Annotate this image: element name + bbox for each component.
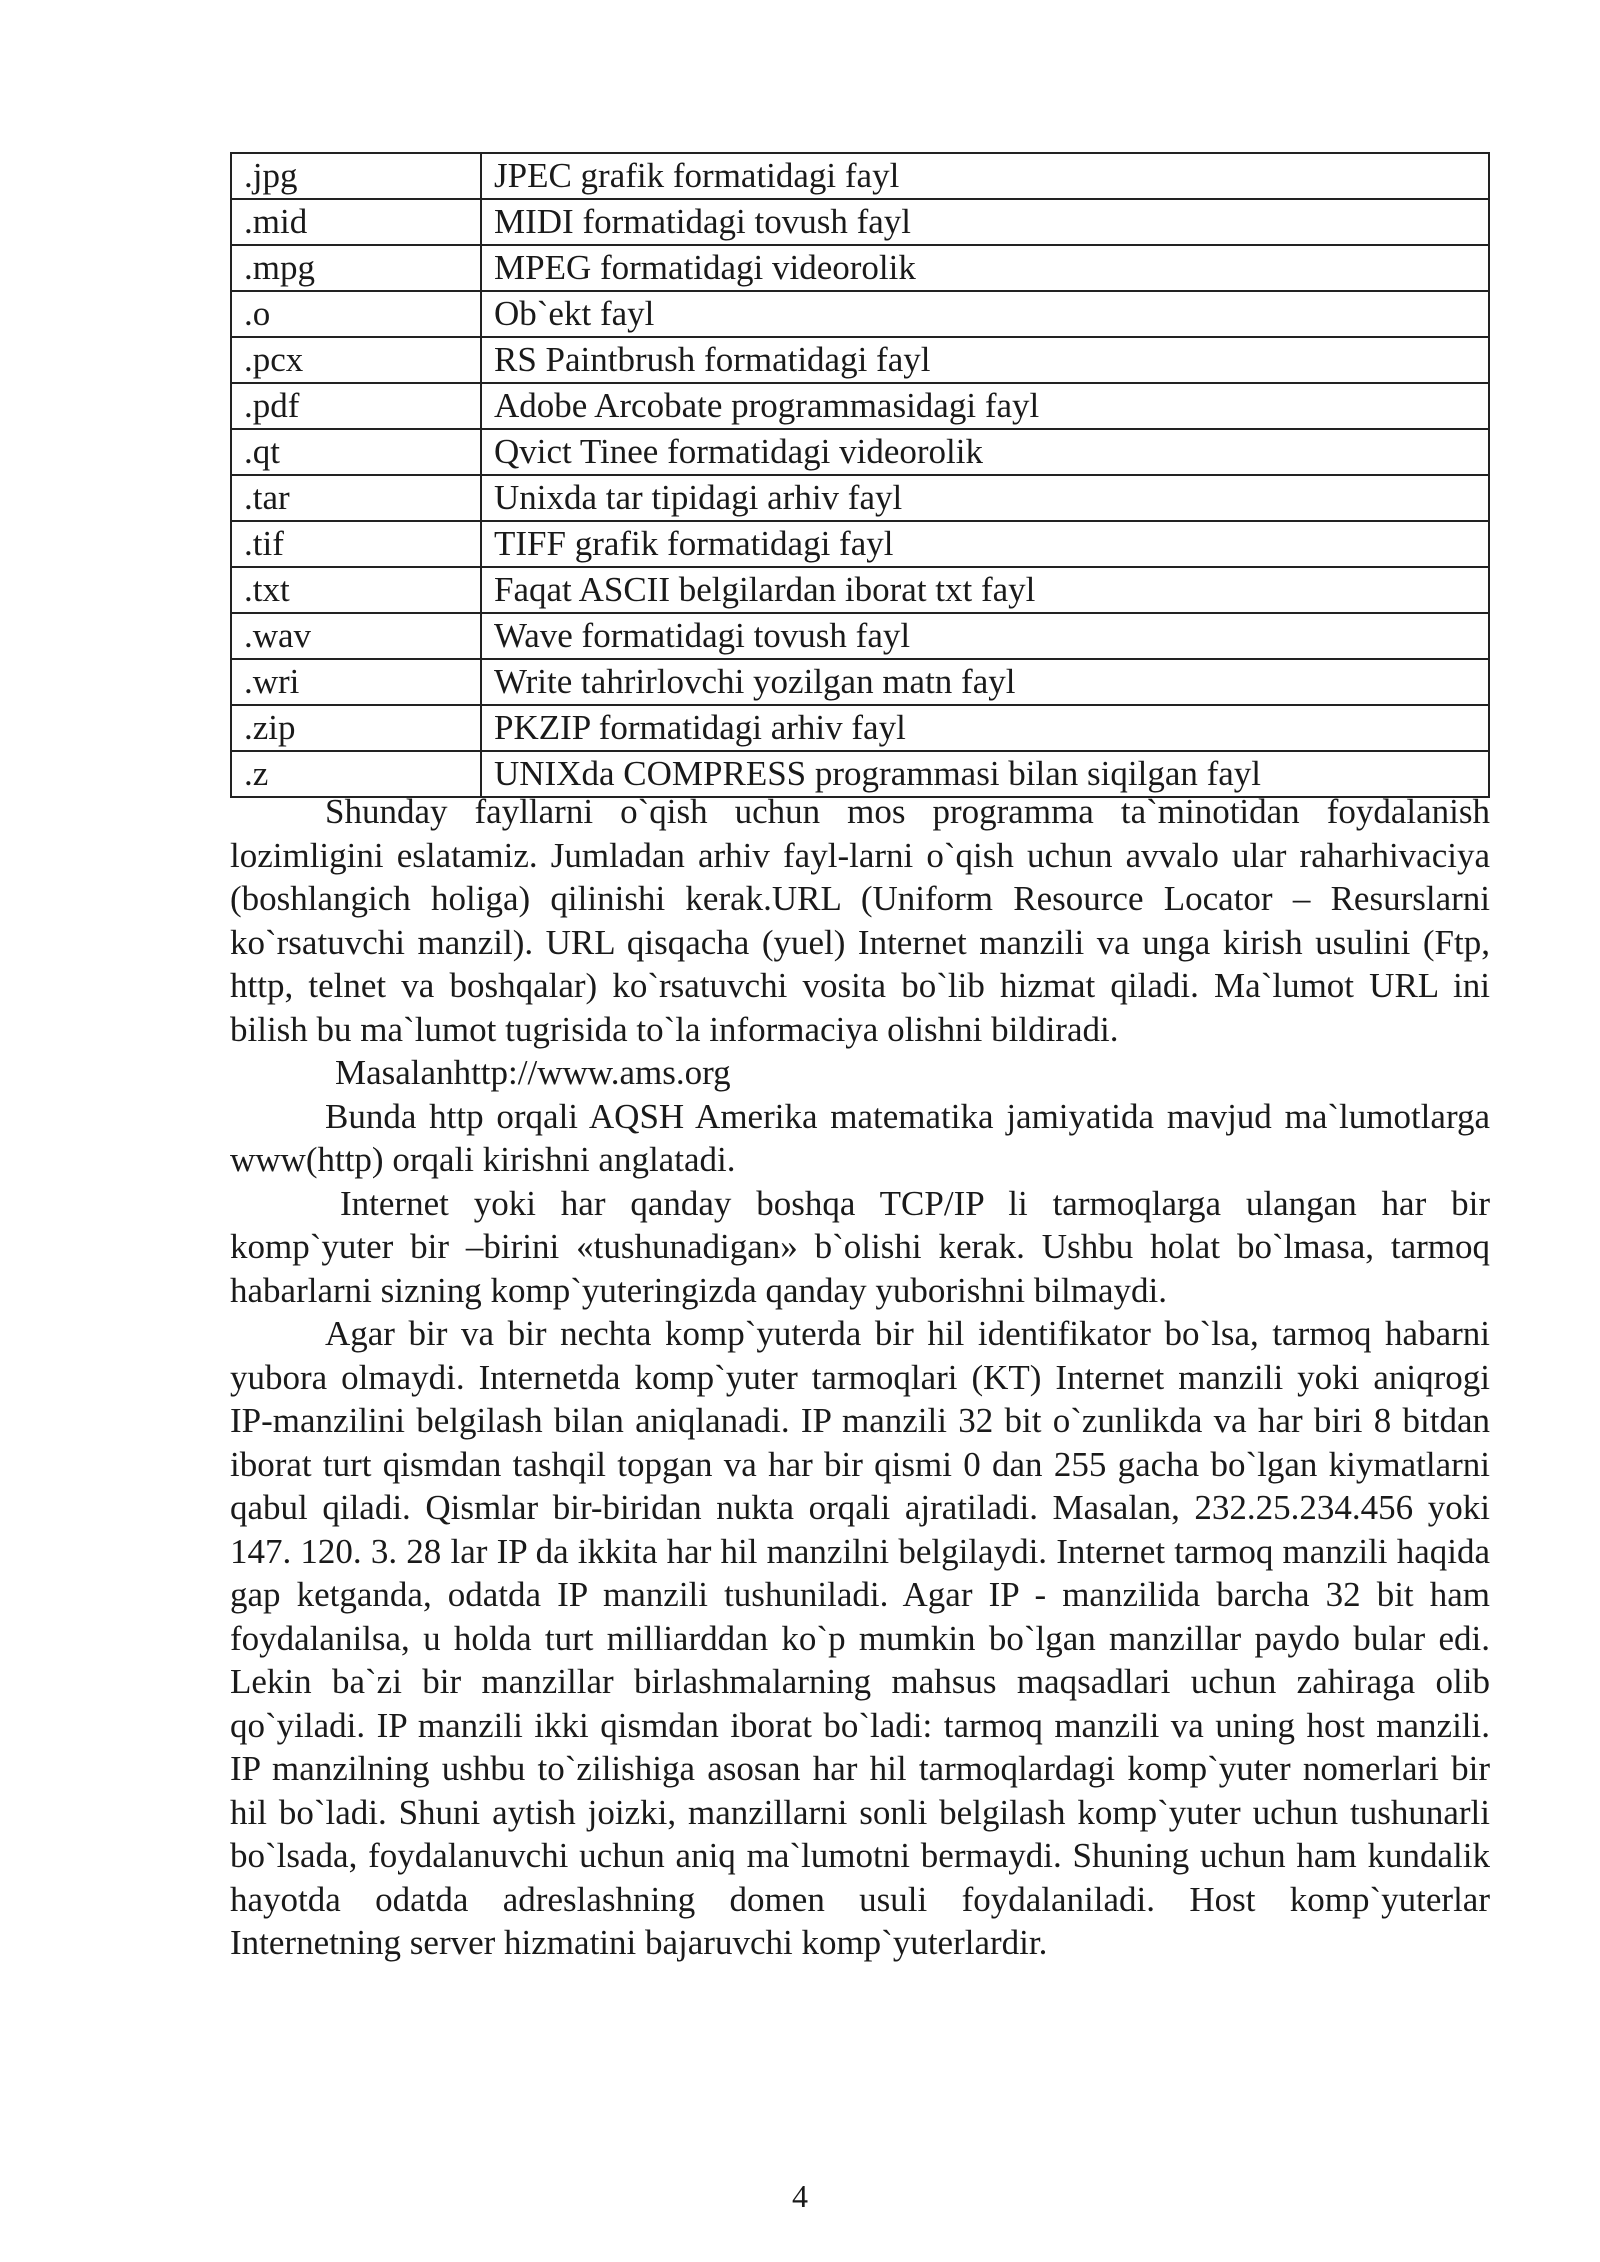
paragraph-file-reading: Shunday fayllarni o`qish uchun mos programma ta`minotidan foydalanish lozimligini eslatamiz. Jumladan arhiv fayl-larni o`qish uchun avvalo ular raharhivaciya (boshlangich holiga) qilinishi kerak.URL (Uniform Resource Locator – Resurslarni ko`rsatuvchi manzil). URL qisqacha (yuel) Internet manzili va unga kirish usulini (Ftp, http, telnet va boshqalar) ko`rsatuvchi vosita bo`lib hizmat qiladi. Ma`lumot URL ini bilish bu ma`lumot tugrisida to`la informaciya olishni bildiradi. [230, 792, 1490, 1049]
paragraph-http-explanation: Bunda http orqali AQSH Amerika matematika jamiyatida mavjud ma`lumotlarga www(http) orqali kirishni anglatadi. [230, 1096, 1490, 1179]
extension-cell: .wri [231, 659, 481, 705]
extension-cell: .mid [231, 199, 481, 245]
description-cell: Wave formatidagi tovush fayl [481, 613, 1489, 659]
file-extension-table [230, 152, 1490, 798]
table-row [231, 429, 1489, 475]
extension-cell: .o [231, 291, 481, 337]
description-cell: Adobe Arcobate programmasidagi fayl [481, 383, 1489, 429]
table-row [231, 245, 1489, 291]
extension-cell: .pdf [231, 383, 481, 429]
extension-cell: .zip [231, 705, 481, 751]
description-cell: UNIXda COMPRESS programmasi bilan siqilgan fayl [481, 751, 1489, 797]
description-cell: Write tahrirlovchi yozilgan matn fayl [481, 659, 1489, 705]
extension-cell: .mpg [231, 245, 481, 291]
extension-cell: .z [231, 751, 481, 797]
page-number: 4 [792, 2178, 808, 2214]
table-row [231, 475, 1489, 521]
description-cell: Ob`ekt fayl [481, 291, 1489, 337]
table-row [231, 291, 1489, 337]
table-row [231, 659, 1489, 705]
extension-cell: .wav [231, 613, 481, 659]
description-cell: MIDI formatidagi tovush fayl [481, 199, 1489, 245]
description-cell: Faqat ASCII belgilardan iborat txt fayl [481, 567, 1489, 613]
table-row [231, 521, 1489, 567]
description-cell: RS Paintbrush formatidagi fayl [481, 337, 1489, 383]
file-extension-table-body [231, 153, 1489, 797]
extension-cell: .tar [231, 475, 481, 521]
description-cell: Qvict Tinee formatidagi videorolik [481, 429, 1489, 475]
extension-cell: .pcx [231, 337, 481, 383]
description-cell: TIFF grafik formatidagi fayl [481, 521, 1489, 567]
body-text [230, 790, 1490, 1965]
description-cell: JPEC grafik formatidagi fayl [481, 153, 1489, 199]
paragraph-example-url: Masalanhttp://www.ams.org [335, 1053, 731, 1092]
extension-cell: .jpg [231, 153, 481, 199]
paragraph-ip-address: Agar bir va bir nechta komp`yuterda bir hil identifikator bo`lsa, tarmoq habarni yubora olmaydi. Internetda komp`yuter tarmoqlari (KT) Internet manzili yoki aniqrogi IP-manzilini belgilash bilan aniqlanadi. IP manzili 32 bit o`zunlikda va har biri 8 bitdan iborat turt qismdan tashqil topgan va har bir qismi 0 dan 255 gacha bo`lgan kiymatlarni qabul qiladi. Qismlar bir-biridan nukta orqali ajratiladi. Masalan, 232.25.234.456 yoki 147. 120. 3. 28 lar IP da ikkita har hil manzilni belgilaydi. Internet tarmoq manzili haqida gap ketganda, odatda IP manzili tushuniladi. Agar IP - manzilida barcha 32 bit ham foydalanilsa, u holda turt milliarddan ko`p mumkin bo`lgan manzillar paydo bular edi. Lekin ba`zi bir manzillar birlashmalarning mahsus maqsadlari uchun zahiraga olib qo`yiladi. IP manzili ikki qismdan iborat bo`ladi: tarmoq manzili va uning host manzili. IP manzilning ushbu to`zilishiga asosan har hil tarmoqlardagi komp`yuter nomerlari bir hil bo`ladi. Shuni aytish joizki, manzillarni sonli belgilash komp`yuter uchun tushunarli bo`lsada, foydalanuvchi uchun aniq ma`lumotni bermaydi. Shuning uchun ham kundalik hayotda odatda adreslashning domen usuli foydalaniladi. Host komp`yuterlar Internetning server hizmatini bajaruvchi komp`yuterlardir. [230, 1314, 1490, 1962]
table-row [231, 705, 1489, 751]
table-row [231, 383, 1489, 429]
description-cell: MPEG formatidagi videorolik [481, 245, 1489, 291]
table-row [231, 153, 1489, 199]
table-row [231, 199, 1489, 245]
table-row [231, 613, 1489, 659]
table-row [231, 337, 1489, 383]
paragraph-tcp-ip: Internet yoki har qanday boshqa TCP/IP li tarmoqlarga ulangan har bir komp`yuter bir –birini «tushunadigan» b`olishi kerak. Ushbu holat bo`lmasa, tarmoq habarlarni sizning komp`yuteringizda qanday yuborishni bilmaydi. [230, 1183, 1490, 1310]
extension-cell: .txt [231, 567, 481, 613]
extension-cell: .tif [231, 521, 481, 567]
extension-cell: .qt [231, 429, 481, 475]
table-row [231, 567, 1489, 613]
description-cell: PKZIP formatidagi arhiv fayl [481, 705, 1489, 751]
description-cell: Unixda tar tipidagi arhiv fayl [481, 475, 1489, 521]
